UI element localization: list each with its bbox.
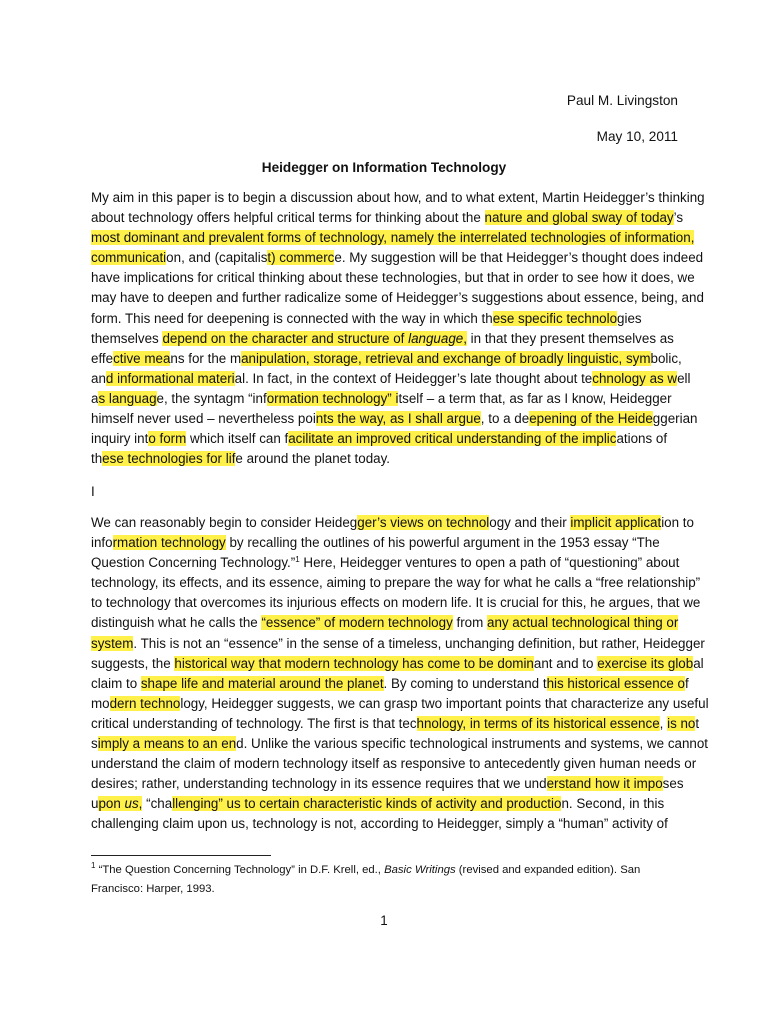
highlighted-text: his historical essence o [546, 675, 685, 691]
highlighted-text: o form [148, 431, 187, 447]
highlighted-text: nts the way, as I shall argue [315, 411, 481, 427]
section-marker: I [91, 484, 95, 499]
text-run: challenging claim upon us, technology is not, according to Heidegger, simply a “human” activity of [91, 816, 668, 832]
highlighted-text: erstand how it impo [546, 776, 663, 792]
highlighted-text: chnology as w [592, 370, 678, 386]
text-line [91, 553, 691, 573]
text-run: logy, Heidegger suggests, we can grasp two important points that characterize any useful [180, 695, 709, 711]
section-one-paragraph [91, 513, 709, 835]
text-line [91, 794, 691, 814]
highlighted-text: implicit applicat [570, 515, 662, 530]
text-run: My aim in this paper is to begin a discussion about how, and to what extent, Martin Heidegger’s thinking [91, 190, 705, 205]
text-run: . By coming to understand t [383, 675, 547, 691]
text-run: to technology that overcomes its injurious effects on modern life. It is crucial for this, he argues, that we [91, 595, 701, 611]
text-run: mo [91, 695, 110, 711]
text-line [91, 694, 709, 714]
text-line [91, 533, 691, 553]
text-run: e around the planet today. [235, 451, 391, 467]
highlighted-text: hnology, in terms of its historical essence [416, 715, 660, 731]
highlighted-text: communicati [91, 250, 167, 266]
highlighted-text: exercise its glob [597, 655, 694, 671]
text-run: ns for the m [170, 350, 242, 366]
text-line [91, 228, 695, 248]
text-run: We can reasonably begin to consider Heideg [91, 515, 358, 530]
author-name: Paul M. Livingston [566, 93, 678, 108]
text-line [91, 449, 691, 469]
highlighted-text: , [138, 796, 143, 812]
text-run: “cha [142, 796, 173, 812]
text-line [91, 634, 705, 654]
text-line [91, 188, 705, 208]
highlighted-text: s languag [98, 390, 157, 406]
highlighted-text: rmation technology [112, 535, 226, 551]
highlighted-text: ese specific technolo [492, 310, 618, 326]
text-run: . This is not an “essence” in the sense of a timeless, unchanging definition, but rather, Heidegger [133, 635, 705, 651]
intro-paragraph [91, 188, 705, 469]
text-line [91, 389, 691, 409]
footnote-marker: 1 [91, 861, 96, 870]
text-run: d. Unlike the various specific technological instruments and systems, we cannot [236, 736, 709, 752]
text-run: ant and to [533, 655, 598, 671]
text-run: , to a de [480, 411, 530, 427]
text-run: an [91, 370, 106, 386]
text-run: effe [91, 350, 114, 366]
text-run: ion to [661, 515, 694, 530]
text-line [91, 248, 704, 268]
highlighted-text: nature and global sway of today [484, 210, 674, 226]
highlighted-text: ger’s views on technol [357, 515, 490, 530]
text-run: ell [677, 370, 691, 386]
text-run: may have to deepen and further radicalize some of Heidegger’s suggestions about essence, being, and [91, 290, 704, 306]
text-run: which itself can f [186, 431, 289, 447]
text-line [91, 573, 701, 593]
text-run: on, and (capitalis [166, 250, 268, 266]
text-run: “The Question Concerning Technology” in D.F. Krell, ed., [95, 864, 385, 876]
text-run: understand the claim of modern technology itself as responsive to antecedently given human needs or [91, 756, 697, 772]
text-run: a [91, 390, 99, 406]
text-run: ations of [616, 431, 668, 447]
text-line [91, 654, 704, 674]
highlighted-text: is no [667, 715, 696, 731]
text-run: s [91, 736, 98, 752]
text-line [91, 774, 691, 794]
highlighted-text: , [463, 330, 467, 346]
document-date: May 10, 2011 [596, 129, 678, 144]
text-line [91, 814, 691, 834]
text-run: Basic Writings [384, 864, 456, 876]
text-line [91, 734, 709, 754]
text-run: suggests, the [91, 655, 175, 671]
highlighted-text: depend on the character and structure of [162, 330, 409, 346]
text-run: ’s [673, 210, 684, 226]
highlighted-text: dern techno [109, 695, 181, 711]
highlighted-text: llenging” us to certain characteristic kinds of activity and productio [172, 796, 562, 812]
text-line [91, 613, 691, 633]
text-run: distinguish what he calls the [91, 615, 262, 631]
highlighted-text: “essence” of modern technology [261, 615, 453, 631]
footnote [91, 861, 691, 899]
highlighted-text: acilitate an improved critical understanding of the implic [288, 431, 617, 447]
page-title: Heidegger on Information Technology [261, 160, 507, 175]
text-run: themselves [91, 330, 163, 346]
text-line [91, 754, 697, 774]
text-line [91, 593, 701, 613]
text-run: (revised and expanded edition). San [455, 864, 641, 876]
text-line [91, 714, 700, 734]
highlighted-text: epening of the Heide [529, 411, 653, 427]
text-run: ogy and their [489, 515, 571, 530]
text-run: n. Second, in this [561, 796, 665, 812]
highlighted-text: imply a means to an en [97, 736, 237, 752]
text-run: , [659, 715, 668, 731]
text-line [91, 880, 691, 899]
text-run: in that they present themselves as [466, 330, 674, 346]
text-run: th [91, 451, 103, 467]
page-number: 1 [380, 913, 388, 928]
text-line [91, 349, 691, 369]
text-run: ggerian [652, 411, 698, 427]
text-run: from [452, 615, 487, 631]
text-run: about technology offers helpful critical terms for thinking about the [91, 210, 485, 226]
text-run: critical understanding of technology. The first is that tec [91, 715, 417, 731]
text-line [91, 409, 698, 429]
text-run: e. My suggestion will be that Heidegger’s thought does indeed [334, 250, 704, 266]
text-line [91, 329, 691, 349]
highlighted-text: d informational materi [105, 370, 235, 386]
text-line [91, 369, 691, 389]
highlighted-text: most dominant and prevalent forms of technology, namely the interrelated technologies of information, [91, 230, 695, 246]
footnote-divider [91, 855, 271, 856]
text-run: inquiry int [91, 431, 149, 447]
text-run: t [695, 715, 700, 731]
text-line [91, 208, 691, 228]
highlighted-text: any actual technological thing or [487, 615, 679, 631]
highlighted-text: us [124, 796, 139, 812]
text-run: himself never used – nevertheless poi [91, 411, 316, 427]
text-run: u [91, 796, 99, 812]
text-run: info [91, 535, 113, 551]
text-run: Francisco: Harper, 1993. [91, 883, 215, 895]
text-line [91, 861, 691, 880]
highlighted-text: anipulation, storage, retrieval and exchange of broadly linguistic, sym [241, 350, 651, 366]
text-line [91, 309, 691, 329]
text-line [91, 288, 704, 308]
text-run: bolic, [650, 350, 682, 366]
text-run: ses [662, 776, 684, 792]
footnote-marker: 1 [295, 555, 300, 565]
text-run: al. In fact, in the context of Heidegger’s late thought about te [234, 370, 593, 386]
highlighted-text: ese technologies for lif [102, 451, 236, 467]
text-run: tself – a term that, as far as I know, Heidegger [398, 390, 672, 406]
highlighted-text: system [91, 635, 134, 651]
text-run: desires; rather, understanding technology in its essence requires that we und [91, 776, 547, 792]
text-run: have implications for critical thinking about these technologies, but that in order to see how it does, we [91, 270, 695, 286]
highlighted-text: t) commerc [267, 250, 335, 266]
highlighted-text: pon [98, 796, 125, 812]
text-run: technology, its effects, and its essence, aiming to prepare the way for what he calls a “free relationship” [91, 575, 701, 591]
text-run: Question Concerning Technology.” [91, 555, 296, 571]
text-run: claim to [91, 675, 141, 691]
text-line [91, 268, 695, 288]
highlighted-text: ctive mea [113, 350, 171, 366]
text-run: gies [617, 310, 642, 326]
highlighted-text: shape life and material around the planet [140, 675, 384, 691]
highlighted-text: language [408, 330, 464, 346]
text-run: form. This need for deepening is connected with the way in which th [91, 310, 493, 326]
text-line [91, 513, 694, 533]
text-run: Here, Heidegger ventures to open a path of “questioning” about [299, 555, 680, 571]
highlighted-text: historical way that modern technology has come to be domin [174, 655, 534, 671]
text-run: f [685, 675, 689, 691]
text-line [91, 429, 691, 449]
text-run: e, the syntagm “inf [156, 390, 267, 406]
text-line [91, 674, 691, 694]
text-run: by recalling the outlines of his powerful argument in the 1953 essay “The [225, 535, 660, 551]
text-run: al [693, 655, 704, 671]
highlighted-text: ormation technology” i [266, 390, 399, 406]
